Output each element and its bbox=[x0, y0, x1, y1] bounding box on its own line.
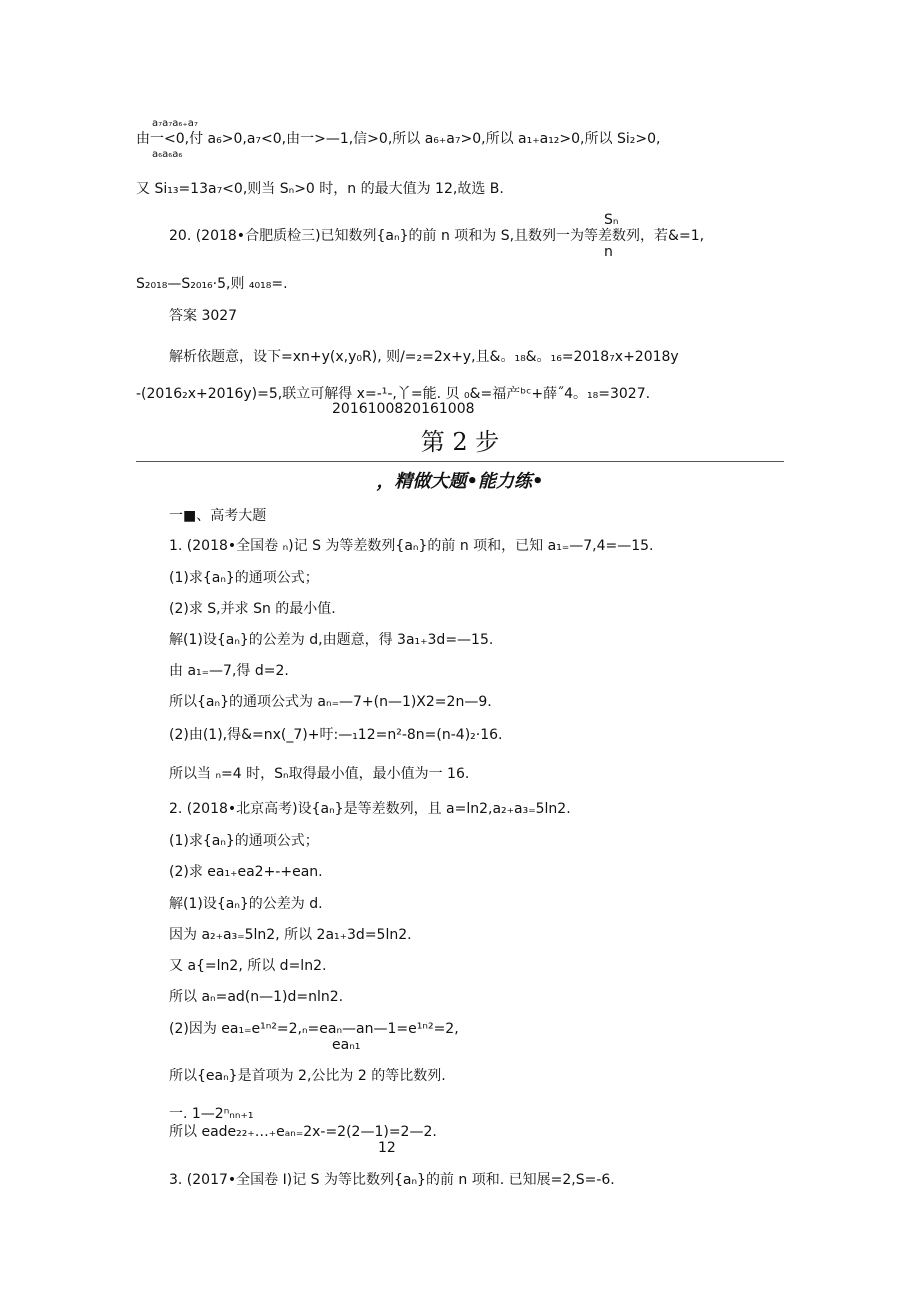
text-line: 由一<0,付 a₆>0,a₇<0,由一>—1,信>0,所以 a₆₊a₇>0,所以 a₁₊a₁₂>0,所以 Si₂>0, bbox=[136, 131, 661, 147]
text-line: eaₙ₁ bbox=[332, 1037, 361, 1053]
text-line: 解(1)设{aₙ}的公差为 d,由题意，得 3a₁₊3d=—15. bbox=[169, 632, 494, 648]
text-line: (2)由(1),得&=nx(_7)+吁:—₁12=n²-8n=(n-4)₂·16. bbox=[169, 727, 503, 743]
section-divider bbox=[136, 461, 784, 462]
text-line: a₆a₆a₆ bbox=[152, 149, 183, 160]
text-line: 解(1)设{aₙ}的公差为 d. bbox=[169, 896, 323, 912]
text-line: a₇a₇a₆₊a₇ bbox=[152, 118, 198, 129]
text-line: 12 bbox=[378, 1140, 396, 1156]
text-line: (2)求 ea₁₊ea2+-+ean. bbox=[169, 864, 323, 880]
text-line: 又 a{=ln2, 所以 d=ln2. bbox=[169, 958, 327, 974]
text-line: 3. (2017•全国卷 I)记 S 为等比数列{aₙ}的前 n 项和. 已知展=2,S=-6. bbox=[169, 1172, 615, 1188]
text-line: (2)求 S,并求 Sn 的最小值. bbox=[169, 601, 336, 617]
text-line: 答案 3027 bbox=[169, 308, 238, 324]
text-line: 所以{aₙ}的通项公式为 aₙ₌—7+(n—1)X2=2n—9. bbox=[169, 694, 492, 710]
text-line: -(2016₂x+2016y)=5,联立可解得 x=-¹-,丫=能. 贝 ₀&=福产ᵇᶜ+薛˝4。₁₈=3027. bbox=[136, 386, 651, 402]
text-line: S₂₀₁₈—S₂₀₁₆·5,则 ₄₀₁₈=. bbox=[136, 276, 288, 292]
text-line: n bbox=[604, 244, 613, 260]
text-line: 解析依题意，设下=xn+y(x,y₀R), 则/=₂=2x+y,且&。₁₈&。₁₆=2018₇x+2018y bbox=[169, 349, 679, 365]
text-line: (1)求{aₙ}的通项公式； bbox=[169, 833, 319, 849]
text-line: 20. (2018•合肥质检三)已知数列{aₙ}的前 n 项和为 S,且数列一为等差数列，若&=1, bbox=[169, 228, 705, 244]
text-line: 所以当 ₙ=4 时，Sₙ取得最小值，最小值为一 16. bbox=[169, 766, 470, 782]
text-line: 一. 1—2ⁿₙₙ₊₁ bbox=[169, 1106, 254, 1122]
text-line: 2. (2018•北京高考)设{aₙ}是等差数列，且 a=ln2,a₂₊a₃₌5ln2. bbox=[169, 801, 571, 817]
text-line: (2)因为 ea₁₌e¹ⁿ²=2,ₙ=eaₙ—an—1=e¹ⁿ²=2, bbox=[169, 1021, 459, 1037]
text-line: 由 a₁₌—7,得 d=2. bbox=[169, 663, 289, 679]
text-line: 1. (2018•全国卷 ₙ)记 S 为等差数列{aₙ}的前 n 项和，已知 a₁₌—7,4=—15. bbox=[169, 538, 654, 554]
text-line: (1)求{aₙ}的通项公式； bbox=[169, 570, 319, 586]
text-line: Sₙ bbox=[604, 212, 619, 228]
text-line: 因为 a₂₊a₃₌5ln2, 所以 2a₁₊3d=5ln2. bbox=[169, 927, 412, 943]
text-line: 又 Si₁₃=13a₇<0,则当 Sₙ>0 时，n 的最大值为 12,故选 B. bbox=[136, 181, 504, 197]
text-line: 所以 eade₂₂₊…₊eₐₙ₌2x-=2(2—1)=2—2. bbox=[169, 1124, 437, 1140]
section-title: 第 2 步 bbox=[420, 428, 500, 456]
section-subtitle: ，精做大题•能力练• bbox=[376, 471, 544, 492]
text-line: 2016100820161008 bbox=[332, 401, 475, 417]
text-line: 所以 aₙ=ad(n—1)d=nln2. bbox=[169, 989, 344, 1005]
text-line: 所以{eaₙ}是首项为 2,公比为 2 的等比数列. bbox=[169, 1068, 446, 1084]
text-line: 一■、高考大题 bbox=[169, 508, 267, 524]
